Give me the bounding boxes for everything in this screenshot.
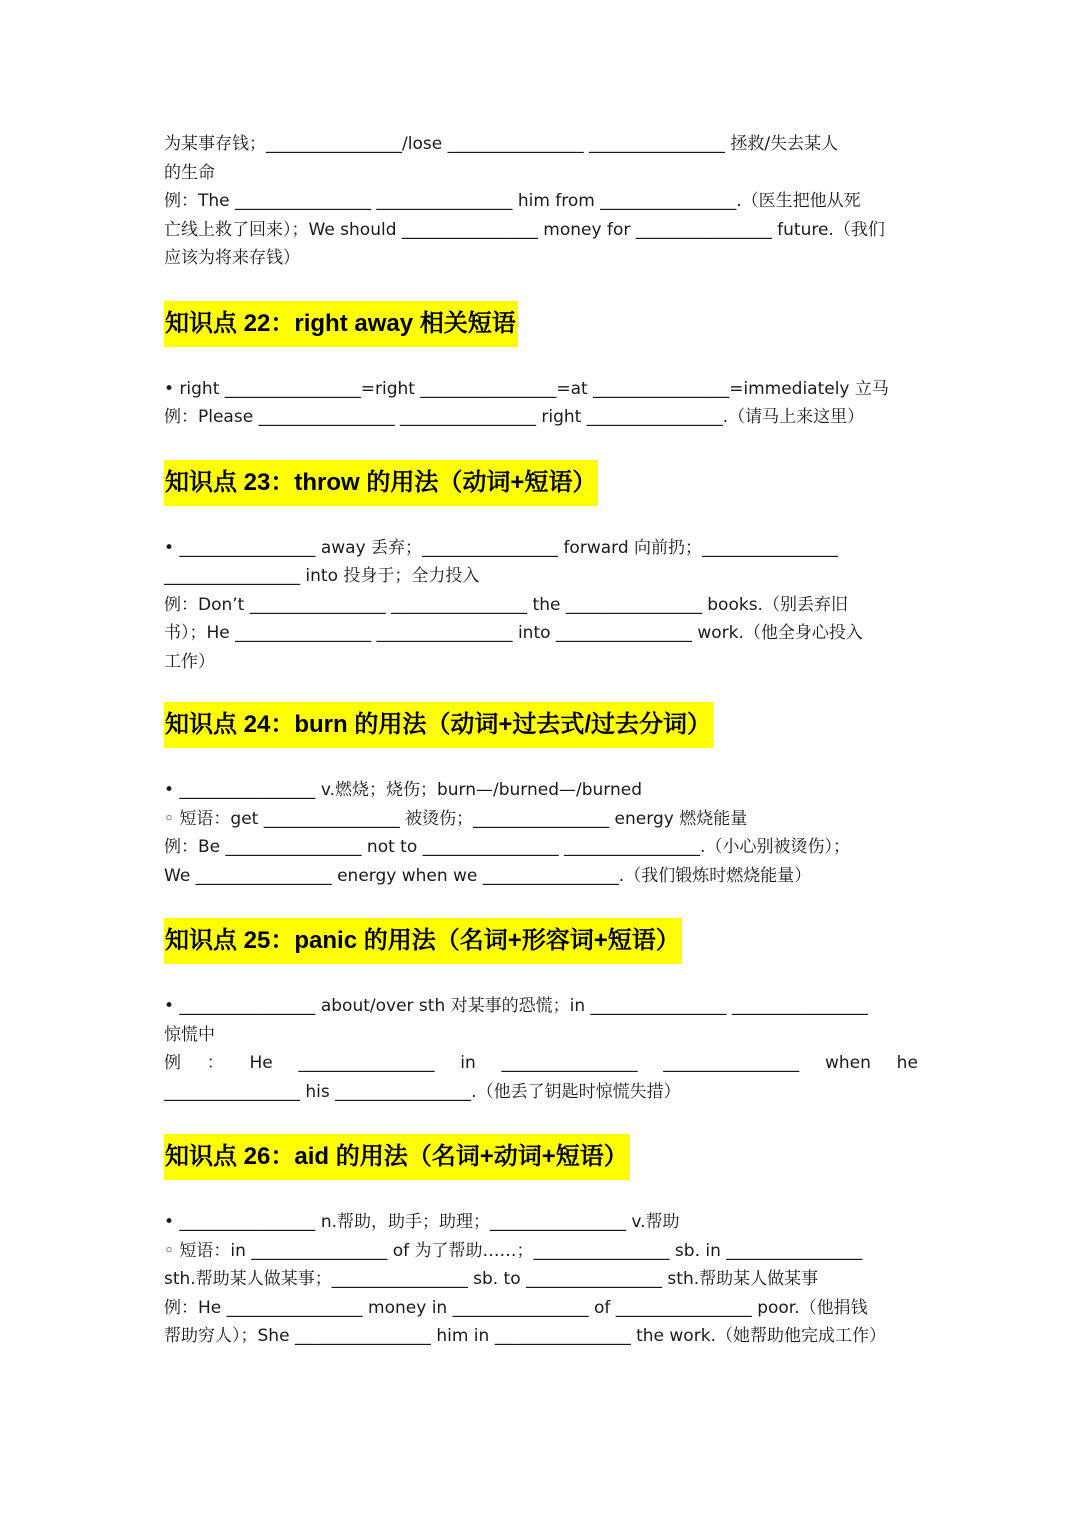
section-heading: 知识点 23：throw 的用法（动词+短语） (164, 460, 598, 506)
section-heading: 知识点 25：panic 的用法（名词+形容词+短语） (164, 918, 682, 964)
text-line: 帮助穷人）；She ________________ him in ________________ the work.（她帮助他完成工作） (164, 1326, 886, 1346)
section-heading: 知识点 22：right away 相关短语 (164, 301, 518, 347)
text-line: 工作） (164, 651, 215, 672)
text-line: 例：The ________________ ________________ him from ________________.（医生把他从死 (164, 191, 861, 211)
word: in (460, 1053, 476, 1073)
text-line: 亡线上救了回来）；We should ________________ money for ________________ future.（我们 (164, 219, 885, 240)
text-line: sth.帮助某人做某事；________________ sb. to ________________ sth.帮助某人做某事 (164, 1269, 819, 1289)
text-line: 应该为将来存钱） (164, 248, 300, 268)
text-line: • ________________ about/over sth 对某事的恐慌；in ________________ ________________ (164, 996, 868, 1016)
text-line: • ________________ away 丢弃；________________ forward 向前扔；________________ (164, 537, 839, 558)
section-heading: 知识点 26：aid 的用法（名词+动词+短语） (164, 1134, 630, 1180)
blank: ________________ (298, 1053, 435, 1073)
section-26 (164, 1134, 918, 1351)
text-line: 例：He ________________ money in ________________ of ________________ poor.（他捐钱 (164, 1297, 868, 1318)
justified-text-line (164, 1049, 918, 1078)
word: ： (206, 1053, 224, 1073)
text-line: • ________________ v.燃烧；烧伤；burn—/burned—/burned (164, 780, 643, 800)
word: when (825, 1053, 871, 1073)
text-line: 为某事存钱；________________/lose ________________ ________________ 拯救/失去某人 (164, 134, 839, 154)
text-line: • ________________ n.帮助，助手；助理；________________ v.帮助 (164, 1212, 680, 1232)
text-line: 例：Don’t ________________ ________________ the ________________ books.（别丢弃旧 (164, 594, 848, 615)
worksheet-page (164, 130, 918, 1351)
section-25 (164, 918, 918, 1106)
text-line: 的生命 (164, 162, 215, 183)
text-line: 惊慌中 (164, 1024, 215, 1045)
section-heading: 知识点 24：burn 的用法（动词+过去式/过去分词） (164, 702, 713, 748)
blank: ________________ (663, 1053, 800, 1073)
word: He (249, 1053, 273, 1073)
text-line: ◦ 短语：in ________________ of 为了帮助……；________________ sb. in ________________ (164, 1240, 863, 1261)
text-line: ________________ into 投身于；全力投入 (164, 566, 480, 586)
text-line: 例：Be ________________ not to ________________ ________________.（小心别被烫伤）； (164, 837, 850, 857)
word: 例 (164, 1053, 181, 1073)
text-line: 例：Please ________________ ________________ right ________________.（请马上来这里） (164, 407, 865, 427)
word: he (896, 1053, 918, 1073)
text-line: ◦ 短语：get ________________ 被烫伤；________________ energy 燃烧能量 (164, 808, 748, 829)
text-line: We ________________ energy when we ________________.（我们锻炼时燃烧能量） (164, 865, 812, 886)
text-line: 书）；He ________________ ________________ into ________________ work.（他全身心投入 (164, 623, 863, 643)
blank: ________________ (501, 1053, 638, 1073)
intro-block (164, 130, 918, 273)
section-23 (164, 460, 918, 677)
section-24 (164, 702, 918, 890)
text-line: • right ________________=right ________________=at ________________=immediately 立马 (164, 378, 889, 399)
section-22 (164, 301, 918, 432)
text-line: ________________ his ________________.（他丢了钥匙时惊慌失措） (164, 1081, 681, 1102)
